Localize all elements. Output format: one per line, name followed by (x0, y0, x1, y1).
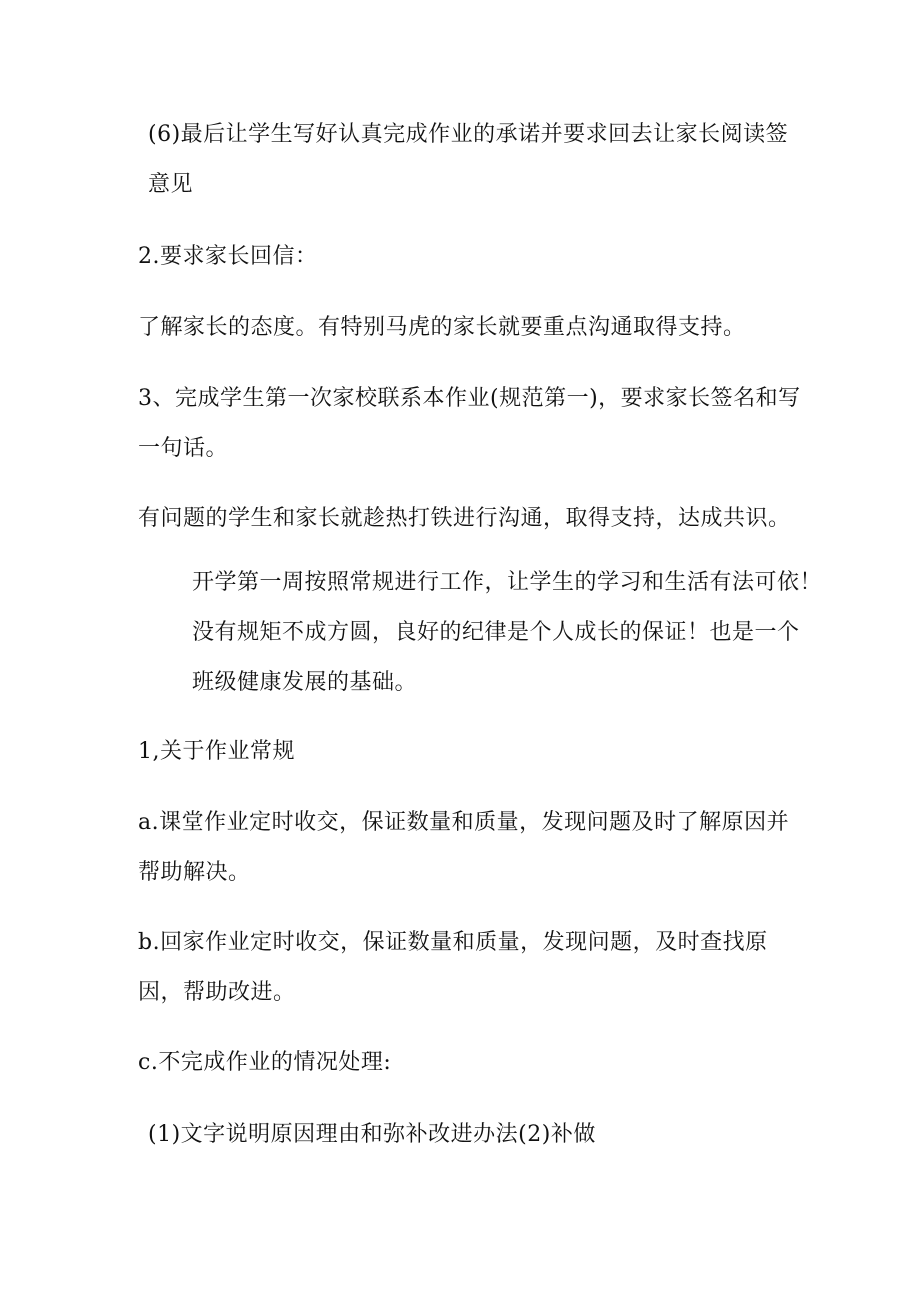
paragraph-homework-heading (138, 727, 798, 777)
text-line: 一句话。 (138, 436, 229, 461)
text-line: 班级健康发展的基础。 (192, 670, 418, 695)
text-line: 因，帮助改进。 (138, 980, 296, 1005)
paragraph-class-homework (138, 798, 798, 898)
text-line: 了解家长的态度。有特别马虎的家长就要重点沟通取得支持。 (138, 315, 746, 340)
paragraph-handling-steps (148, 1110, 808, 1160)
text-line: 3、完成学生第一次家校联系本作业(规范第一)，要求家长签名和写 (138, 386, 801, 411)
paragraph-contact-book (138, 374, 801, 474)
text-line: a.课堂作业定时收交，保证数量和质量，发现问题及时了解原因并 (138, 810, 790, 835)
paragraph-commitment (148, 110, 808, 210)
paragraph-first-week (192, 558, 852, 708)
text-line: c.不完成作业的情况处理: (138, 1050, 392, 1075)
paragraph-parent-attitude (138, 303, 798, 353)
text-line: 有问题的学生和家长就趁热打铁进行沟通，取得支持，达成共识。 (138, 506, 791, 531)
text-line: 帮助解决。 (138, 860, 251, 885)
paragraph-incomplete-heading (138, 1038, 798, 1088)
paragraph-communication (138, 494, 798, 544)
paragraph-home-homework (138, 918, 798, 1018)
text-line: 2.要求家长回信： (138, 244, 318, 269)
text-line: 没有规矩不成方圆，良好的纪律是个人成长的保证！也是一个 (192, 620, 800, 645)
text-line: (6)最后让学生写好认真完成作业的承诺并要求回去让家长阅读签 (148, 122, 789, 147)
text-line: (1)文字说明原因理由和弥补改进办法(2)补做 (148, 1122, 596, 1147)
text-line: 开学第一周按照常规进行工作，让学生的学习和生活有法可依！ (192, 570, 823, 595)
paragraph-parent-reply-heading (138, 232, 798, 282)
text-line: 1,关于作业常规 (138, 739, 295, 764)
text-line: 意见 (148, 172, 194, 197)
text-line: b.回家作业定时收交，保证数量和质量，发现问题，及时查找原 (138, 930, 768, 955)
